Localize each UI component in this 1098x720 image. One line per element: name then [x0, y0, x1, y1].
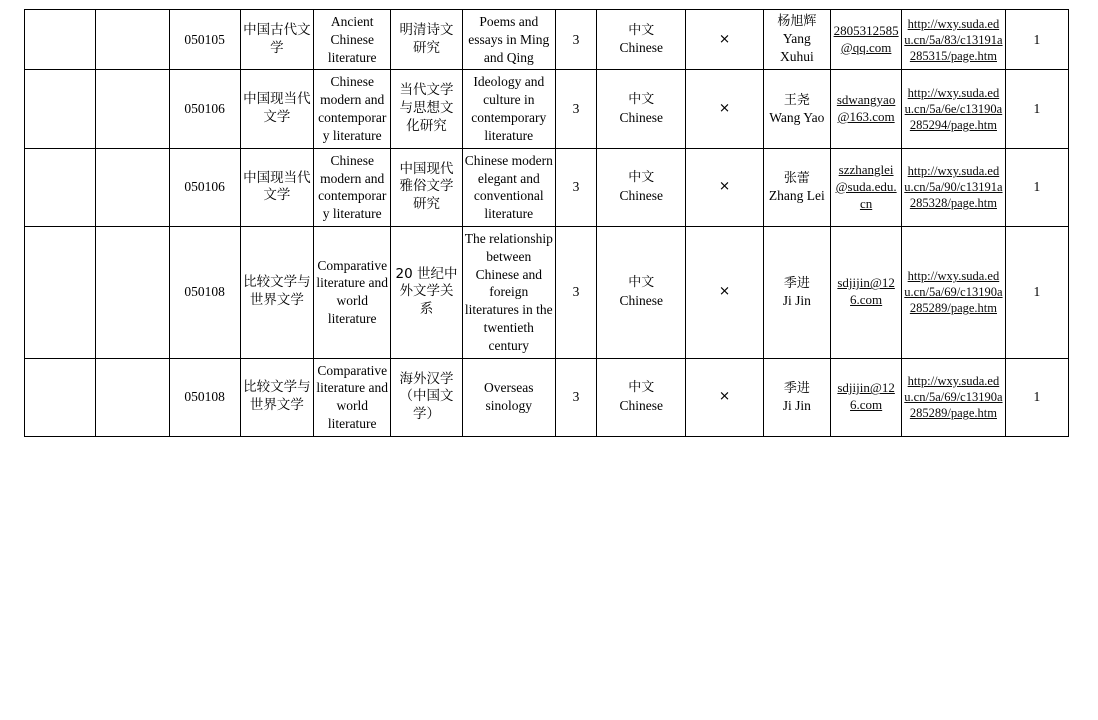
- exam-required-mark: ×: [686, 10, 763, 70]
- exam-required-mark: ×: [686, 226, 763, 358]
- teaching-language: [597, 226, 686, 358]
- supervisor-homepage[interactable]: [902, 10, 1005, 70]
- research-direction-en: Poems and essays in Ming and Qing: [462, 10, 555, 70]
- email-link[interactable]: sdwangyao@163.com: [836, 92, 896, 125]
- supervisor: [763, 226, 830, 358]
- email-link[interactable]: sdjijin@126.com: [837, 380, 895, 413]
- table-row: [25, 70, 1069, 148]
- research-direction-en: The relationship between Chinese and foreign literatures in the twentieth century: [462, 226, 555, 358]
- teaching-language: [597, 358, 686, 436]
- email-link[interactable]: 2805312585@qq.com: [833, 22, 899, 55]
- supervisor-name-en: Ji Jin: [782, 397, 811, 413]
- teaching-language-cn: 中文: [628, 91, 655, 107]
- supervisor-name-cn: 杨旭辉: [777, 14, 817, 30]
- supervisor: [763, 148, 830, 226]
- teaching-language-cn: 中文: [628, 170, 655, 186]
- quota: 1: [1005, 226, 1068, 358]
- research-direction-cn: 海外汉学（中国文学）: [391, 358, 462, 436]
- supervisor-name-en: Yang Xuhui: [779, 31, 814, 65]
- major-name-en: Comparative literature and world literature: [314, 226, 391, 358]
- major-code: 050108: [169, 358, 240, 436]
- supervisor-email[interactable]: [830, 70, 901, 148]
- major-name-cn: 比较文学与世界文学: [240, 358, 313, 436]
- supervisor-email[interactable]: [830, 358, 901, 436]
- supervisor-name-cn: 张蕾: [783, 170, 810, 186]
- row-blank-cell-1: [25, 70, 96, 148]
- teaching-language: [597, 148, 686, 226]
- duration-years: 3: [555, 358, 596, 436]
- row-blank-cell-2: [96, 358, 169, 436]
- major-name-cn: 中国古代文学: [240, 10, 313, 70]
- email-link[interactable]: sdjijin@126.com: [837, 275, 895, 308]
- research-direction-en: Ideology and culture in contemporary literature: [462, 70, 555, 148]
- supervisor-homepage[interactable]: [902, 148, 1005, 226]
- teaching-language-en: Chinese: [619, 40, 664, 56]
- research-direction-cn: 20 世纪中外文学关系: [391, 226, 462, 358]
- major-name-en: Ancient Chinese literature: [314, 10, 391, 70]
- teaching-language-cn: 中文: [628, 380, 655, 396]
- table-row: [25, 358, 1069, 436]
- row-blank-cell-2: [96, 70, 169, 148]
- row-blank-cell-2: [96, 10, 169, 70]
- homepage-link[interactable]: http://wxy.suda.edu.cn/5a/90/c13191a285328/page.htm: [904, 164, 1003, 211]
- homepage-link[interactable]: http://wxy.suda.edu.cn/5a/69/c13190a285289/page.htm: [904, 374, 1003, 421]
- research-direction-en: Overseas sinology: [462, 358, 555, 436]
- row-blank-cell-2: [96, 226, 169, 358]
- email-link[interactable]: szzhanglei@suda.edu.cn: [835, 161, 897, 211]
- supervisor-name-en: Wang Yao: [769, 109, 825, 125]
- research-direction-cn: 中国现代雅俗文学研究: [391, 148, 462, 226]
- supervisor-homepage[interactable]: [902, 358, 1005, 436]
- row-blank-cell-1: [25, 148, 96, 226]
- major-name-cn: 中国现当代文学: [240, 148, 313, 226]
- duration-years: 3: [555, 10, 596, 70]
- major-name-cn: 中国现当代文学: [240, 70, 313, 148]
- homepage-link[interactable]: http://wxy.suda.edu.cn/5a/69/c13190a285289/page.htm: [904, 269, 1003, 316]
- row-blank-cell-1: [25, 10, 96, 70]
- supervisor-email[interactable]: [830, 10, 901, 70]
- duration-years: 3: [555, 148, 596, 226]
- exam-required-mark: ×: [686, 70, 763, 148]
- major-name-en: Chinese modern and contemporary literature: [314, 148, 391, 226]
- exam-required-mark: ×: [686, 148, 763, 226]
- supervisor-homepage[interactable]: [902, 226, 1005, 358]
- table-body: [25, 10, 1069, 437]
- supervisor-name-cn: 季进: [783, 275, 810, 291]
- major-code: 050108: [169, 226, 240, 358]
- major-code: 050105: [169, 10, 240, 70]
- supervisor-homepage[interactable]: [902, 70, 1005, 148]
- row-blank-cell-1: [25, 358, 96, 436]
- teaching-language: [597, 10, 686, 70]
- major-code: 050106: [169, 148, 240, 226]
- major-name-en: Chinese modern and contemporary literature: [314, 70, 391, 148]
- supervisor-name-cn: 王尧: [783, 92, 810, 108]
- document-page: [0, 9, 1098, 720]
- table-row: [25, 148, 1069, 226]
- homepage-link[interactable]: http://wxy.suda.edu.cn/5a/6e/c13190a285294/page.htm: [904, 86, 1003, 133]
- teaching-language-en: Chinese: [619, 187, 664, 203]
- quota: 1: [1005, 10, 1068, 70]
- teaching-language-cn: 中文: [628, 22, 655, 38]
- supervisor-name-en: Ji Jin: [782, 292, 811, 308]
- supervisor-email[interactable]: [830, 226, 901, 358]
- row-blank-cell-2: [96, 148, 169, 226]
- research-direction-cn: 当代文学与思想文化研究: [391, 70, 462, 148]
- supervisor-name-cn: 季进: [783, 380, 810, 396]
- supervisor-email[interactable]: [830, 148, 901, 226]
- table-row: [25, 10, 1069, 70]
- supervisor-name-en: Zhang Lei: [768, 187, 825, 203]
- teaching-language-cn: 中文: [628, 275, 655, 291]
- supervisor: [763, 70, 830, 148]
- duration-years: 3: [555, 226, 596, 358]
- teaching-language: [597, 70, 686, 148]
- row-blank-cell-1: [25, 226, 96, 358]
- duration-years: 3: [555, 70, 596, 148]
- homepage-link[interactable]: http://wxy.suda.edu.cn/5a/83/c13191a285315/page.htm: [904, 16, 1003, 63]
- research-direction-cn: 明清诗文研究: [391, 10, 462, 70]
- major-name-cn: 比较文学与世界文学: [240, 226, 313, 358]
- program-directory-table: [24, 9, 1069, 437]
- major-code: 050106: [169, 70, 240, 148]
- quota: 1: [1005, 70, 1068, 148]
- exam-required-mark: ×: [686, 358, 763, 436]
- teaching-language-en: Chinese: [619, 292, 664, 308]
- supervisor: [763, 358, 830, 436]
- major-name-en: Comparative literature and world literature: [314, 358, 391, 436]
- table-row: [25, 226, 1069, 358]
- teaching-language-en: Chinese: [619, 109, 664, 125]
- supervisor: [763, 10, 830, 70]
- research-direction-en: Chinese modern elegant and conventional literature: [462, 148, 555, 226]
- quota: 1: [1005, 358, 1068, 436]
- teaching-language-en: Chinese: [619, 397, 664, 413]
- quota: 1: [1005, 148, 1068, 226]
